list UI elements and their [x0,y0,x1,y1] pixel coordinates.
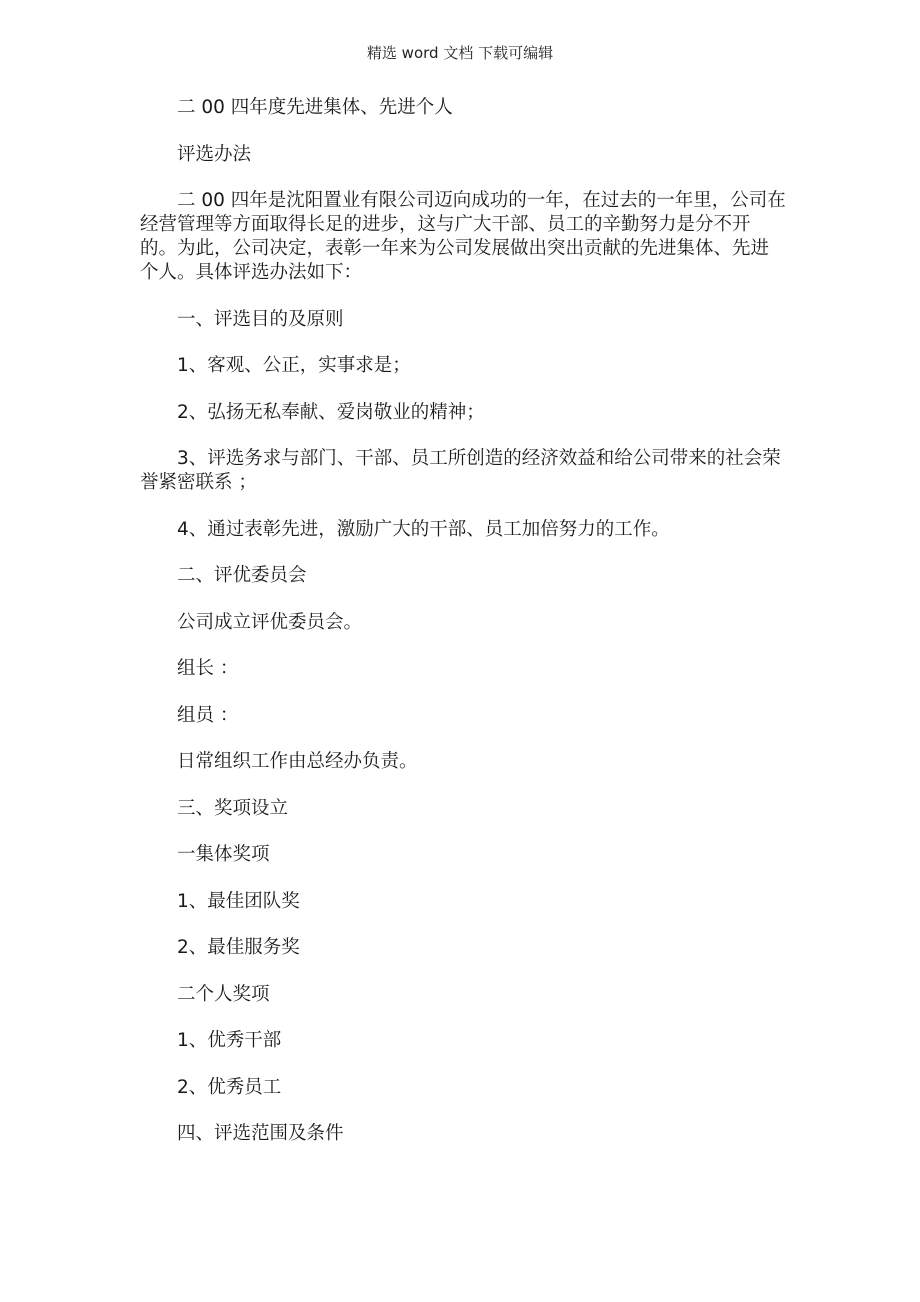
paragraph [140,401,790,425]
paragraph-line: 公司成立评优委员会。 [177,611,363,633]
paragraph [140,843,790,867]
paragraph-line: 一集体奖项 [177,844,270,865]
paragraph [140,96,790,120]
paragraph-line: 二、评优委员会 [177,565,307,586]
paragraph [140,518,790,542]
paragraph-line: 一、评选目的及原则 [177,308,344,330]
paragraph-line: 1、优秀干部 [177,1030,282,1051]
paragraph [140,936,790,960]
paragraph-line: 四、评选范围及条件 [177,1123,344,1144]
paragraph [140,1029,790,1053]
paragraph-line: 2、最佳服务奖 [177,937,300,958]
paragraph-line: 誉紧密联系 ； [140,472,257,493]
paragraph-line: 评选办法 [177,143,252,165]
paragraph [140,983,790,1007]
paragraph-line: 日常组织工作由总经办负责。 [177,751,418,772]
paragraph [140,1076,790,1100]
paragraph-line: 经营管理等方面取得长足的进步，这与广大干部、员工的辛勤努力是分不开 [140,214,751,235]
paragraph-line: 4、通过表彰先进，激励广大的干部、员工加倍努力的工作。 [177,518,670,540]
paragraph [140,797,790,821]
paragraph [140,143,790,167]
paragraph [140,189,790,285]
paragraph-line: 组长 ： [177,658,239,679]
paragraph-line: 组员 ： [177,704,239,726]
paragraph-line: 三、奖项设立 [177,797,289,819]
paragraph-line: 3、评选务求与部门、干部、员工所创造的经济效益和给公司带来的社会荣 [177,448,781,469]
paragraph-line: 1、最佳团队奖 [177,890,300,912]
paragraph [140,447,790,495]
paragraph-line: 1、客观、公正，实事求是； [177,355,411,376]
paragraph-line: 2、优秀员工 [177,1076,282,1098]
paragraph-line: 二个人奖项 [177,983,270,1005]
paragraph [140,354,790,378]
paragraph [140,750,790,774]
paragraph [140,1122,790,1146]
paragraph-line: 的。为此，公司决定，表彰一年来为公司发展做出突出贡献的先进集体、先进 [140,238,770,259]
page-header: 精选 word 文档 下载可编辑 [366,44,554,62]
paragraph [140,611,790,635]
document-body [140,96,790,1169]
paragraph [140,308,790,332]
paragraph-line: 个人。具体评选办法如下： [140,262,363,283]
paragraph [140,704,790,728]
paragraph [140,890,790,914]
paragraph [140,657,790,681]
paragraph [140,564,790,588]
paragraph-line: 2、弘扬无私奉献、爱岗敬业的精神； [177,401,485,423]
paragraph-line: 二 00 四年是沈阳置业有限公司迈向成功的一年，在过去的一年里，公司在 [177,190,786,211]
paragraph-line: 二 00 四年度先进集体、先进个人 [177,97,453,118]
